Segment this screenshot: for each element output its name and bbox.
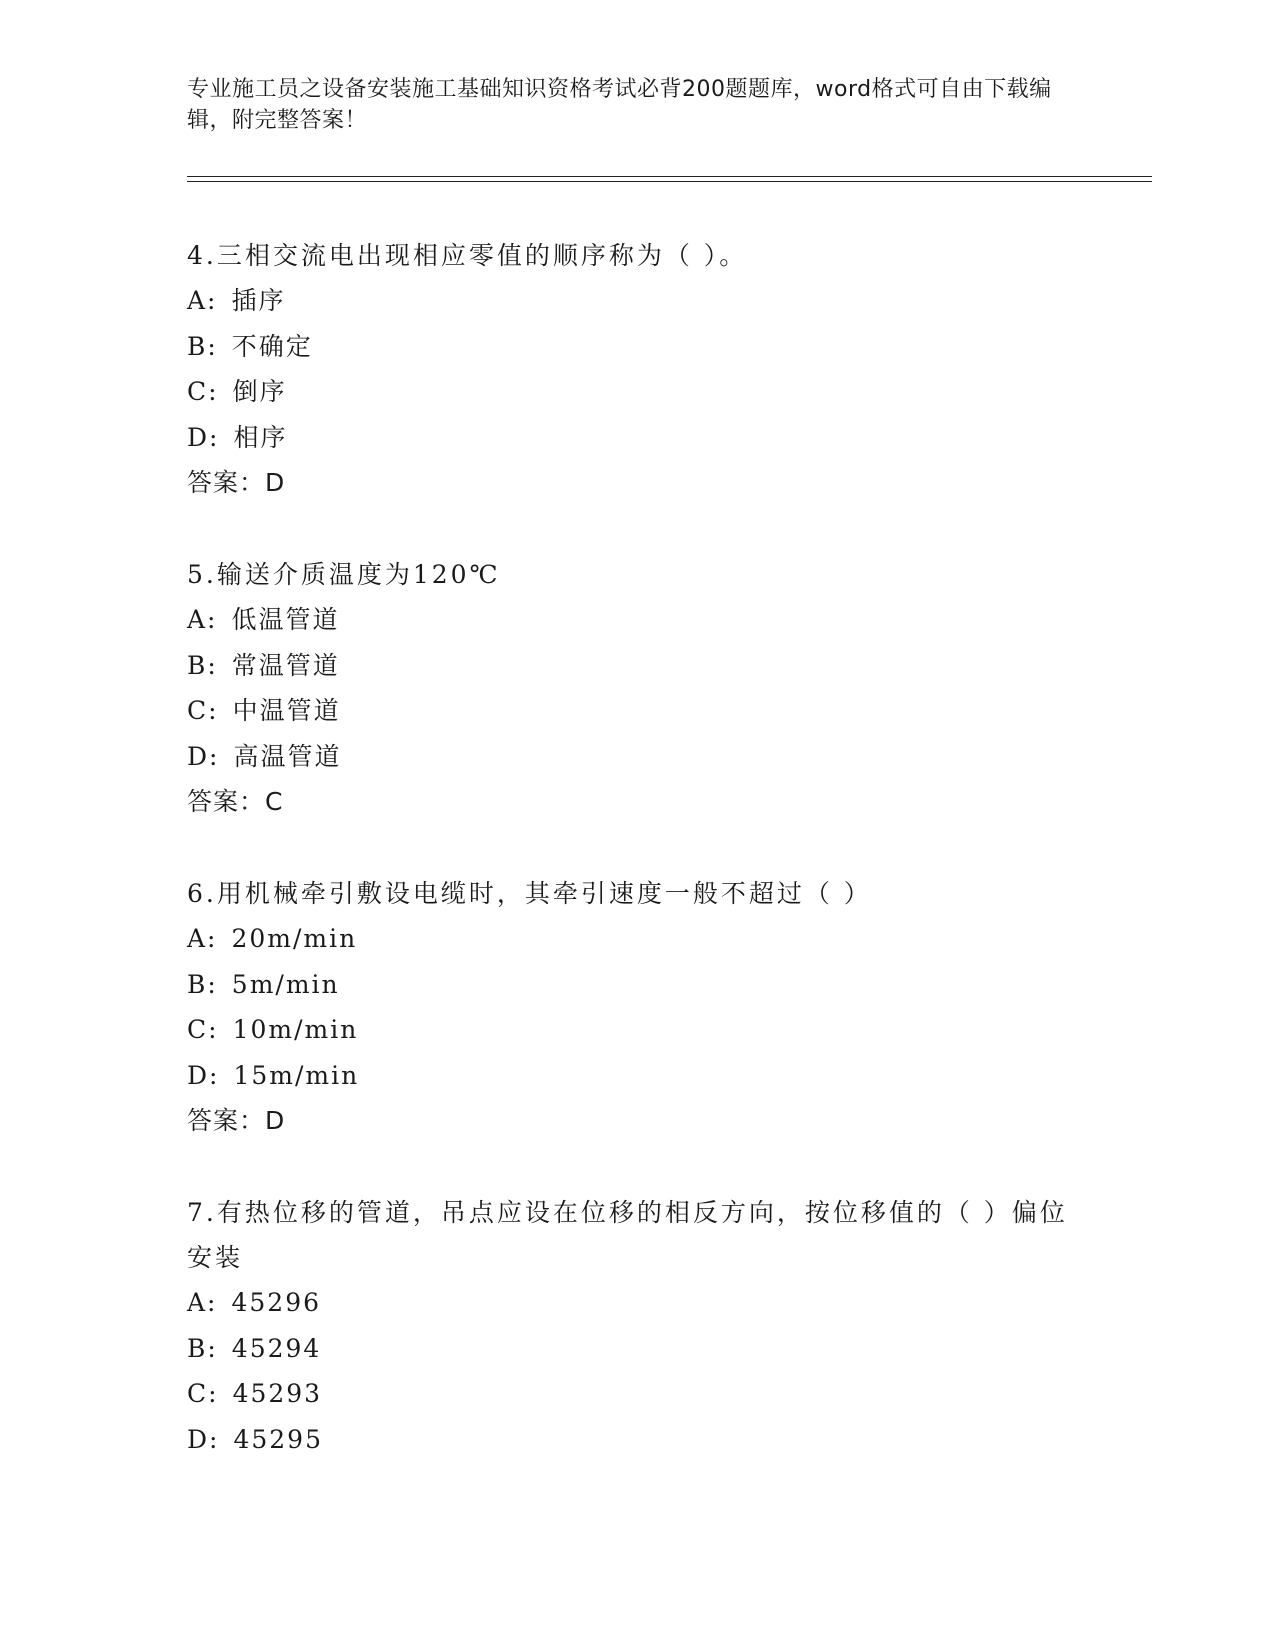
option-b	[187, 643, 1087, 689]
option-c	[187, 688, 1087, 734]
option-letter: A:	[187, 924, 218, 953]
document-title: 专业施工员之设备安装施工基础知识资格考试必背200题题库，word格式可自由下载编辑，附完整答案！	[187, 77, 1052, 133]
header-divider-bottom	[187, 181, 1152, 182]
option-text: 低温管道	[231, 605, 340, 634]
option-b	[187, 324, 1087, 370]
option-letter: B:	[187, 969, 218, 999]
question-6	[187, 871, 1087, 1143]
option-d	[187, 415, 1087, 461]
option-letter: D:	[187, 1424, 220, 1454]
question-stem: 5.输送介质温度为120℃	[187, 560, 501, 589]
option-text: 45296	[231, 1288, 322, 1317]
option-text: 10m/min	[232, 1015, 359, 1044]
header-divider-top	[187, 176, 1152, 177]
option-d	[187, 734, 1087, 780]
option-letter: D:	[187, 1060, 220, 1090]
option-letter: C:	[187, 377, 219, 406]
option-text: 高温管道	[233, 741, 342, 771]
option-b	[187, 1326, 1087, 1372]
option-text: 相序	[233, 422, 288, 452]
option-d	[187, 1417, 1087, 1463]
option-text: 45293	[232, 1379, 323, 1408]
option-text: 20m/min	[231, 924, 358, 953]
option-c	[187, 1007, 1087, 1053]
option-text: 常温管道	[231, 650, 340, 680]
option-letter: B:	[187, 331, 218, 361]
option-text: 15m/min	[233, 1060, 360, 1090]
option-a	[187, 916, 1087, 962]
option-c	[187, 1371, 1087, 1417]
option-text: 不确定	[231, 331, 313, 361]
question-stem: 6.用机械牵引敷设电缆时，其牵引速度一般不超过（ ）	[187, 879, 872, 908]
question-5	[187, 552, 1087, 824]
option-letter: A:	[187, 1288, 218, 1317]
answer-label: 答案：D	[187, 1106, 286, 1135]
answer-label: 答案：C	[187, 787, 284, 816]
option-letter: C:	[187, 1015, 219, 1044]
option-d	[187, 1053, 1087, 1099]
option-letter: D:	[187, 422, 220, 452]
question-4	[187, 233, 1087, 505]
option-a	[187, 278, 1087, 324]
option-c	[187, 369, 1087, 415]
option-a	[187, 1280, 1087, 1326]
option-text: 中温管道	[232, 696, 341, 725]
question-7	[187, 1190, 1087, 1462]
option-letter: B:	[187, 650, 218, 680]
option-letter: A:	[187, 286, 218, 315]
option-text: 倒序	[232, 377, 287, 406]
option-text: 插序	[231, 286, 286, 315]
option-letter: C:	[187, 696, 219, 725]
option-letter: B:	[187, 1333, 218, 1363]
option-text: 5m/min	[231, 969, 340, 999]
option-letter: D:	[187, 741, 220, 771]
answer-label: 答案：D	[187, 468, 286, 497]
option-letter: C:	[187, 1379, 219, 1408]
question-stem: 7.有热位移的管道，吊点应设在位移的相反方向，按位移值的（ ）偏位安装	[187, 1198, 1068, 1272]
question-stem: 4.三相交流电出现相应零值的顺序称为（ ）。	[187, 241, 748, 270]
option-letter: A:	[187, 605, 218, 634]
option-text: 45294	[231, 1333, 322, 1363]
option-a	[187, 597, 1087, 643]
option-text: 45295	[233, 1424, 323, 1454]
option-b	[187, 962, 1087, 1008]
